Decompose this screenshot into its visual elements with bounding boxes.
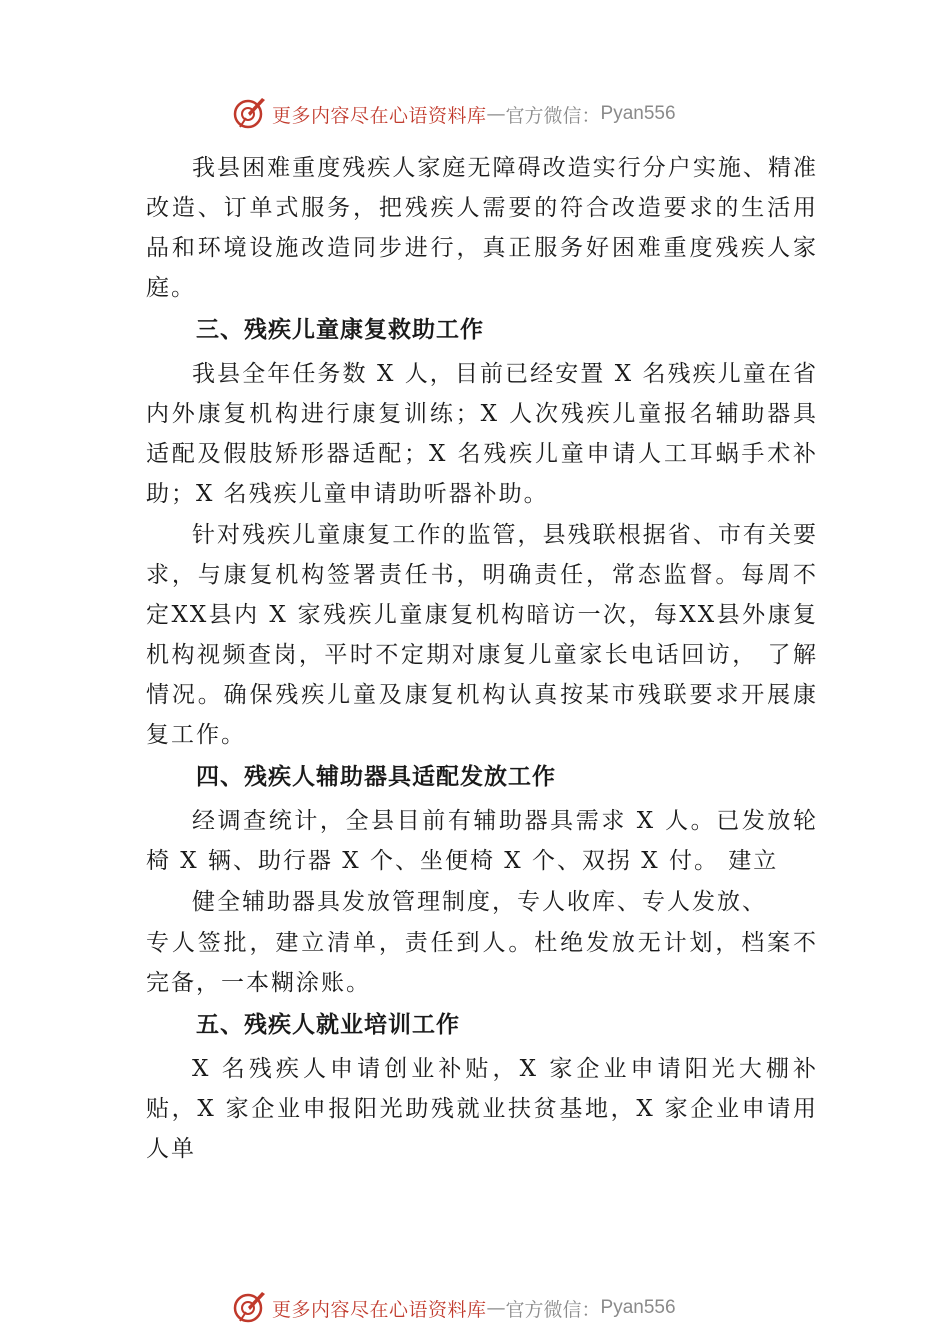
- paragraph-assistive-management: 健全辅助器具发放管理制度，专人收库、专人发放、: [192, 889, 767, 915]
- paragraph-barrier-free: 我县困难重度残疾人家庭无障碍改造实行分户实施、精准改造、订单式服务，把残疾人需要的符合改造要求的生活用品和环境设施改造同步进行，真正服务好困难重度残疾人家庭。: [146, 155, 818, 301]
- banner-gray-text: 官方微信：: [505, 104, 601, 127]
- paragraph-children-rehab-supervision: 针对残疾儿童康复工作的监管，县残联根据省、市有关要求，与康复机构签署责任书，明确责任，常态监督。每周不定XX县内 X 家残疾儿童康复机构暗访一次，每XX县外康复机构视频查岗，平时不定期对康复儿童家长电话回访， 了解情况。确保残疾儿童及康复机构认真按某市残联要求开展康复工作。: [146, 522, 818, 748]
- footer-watermark: [232, 1288, 752, 1328]
- paragraph-employment: X 名残疾人申请创业补贴，X 家企业申请阳光大棚补贴，X 家企业申报阳光助残就业扶贫基地，X 家企业申请用人单: [146, 1056, 818, 1162]
- banner-red-text: 更多内容尽在心语资料库: [272, 1298, 487, 1321]
- banner-wechat-id: Pyan556: [600, 103, 676, 124]
- brand-logo-icon: [232, 1290, 268, 1326]
- banner-dash: —: [486, 103, 506, 125]
- banner-gray-text: 官方微信：: [505, 1298, 601, 1321]
- banner-dash: —: [486, 1297, 506, 1319]
- heading-section-4: 四、残疾人辅助器具适配发放工作: [196, 764, 556, 790]
- paragraph-assistive-devices: 经调查统计，全县目前有辅助器具需求 X 人。已发放轮椅 X 辆、助行器 X 个、坐便椅 X 个、双拐 X 付。 建立: [146, 808, 818, 874]
- paragraph-assistive-accountability: 专人签批，建立清单，责任到人。杜绝发放无计划，档案不完备，一本糊涂账。: [146, 930, 818, 996]
- banner-wechat-id: Pyan556: [600, 1297, 676, 1318]
- document-body: [146, 148, 818, 1170]
- heading-section-5: 五、残疾人就业培训工作: [196, 1012, 460, 1038]
- brand-logo-icon: [232, 96, 268, 132]
- header-watermark: [232, 94, 752, 134]
- paragraph-children-rehab-tasks: 我县全年任务数 X 人，目前已经安置 X 名残疾儿童在省内外康复机构进行康复训练；X 人次残疾儿童报名辅助器具适配及假肢矫形器适配；X 名残疾儿童申请人工耳蜗手术补助；X 名残疾儿童申请助听器补助。: [146, 361, 818, 507]
- heading-section-3: 三、残疾儿童康复救助工作: [196, 317, 484, 343]
- banner-red-text: 更多内容尽在心语资料库: [272, 104, 487, 127]
